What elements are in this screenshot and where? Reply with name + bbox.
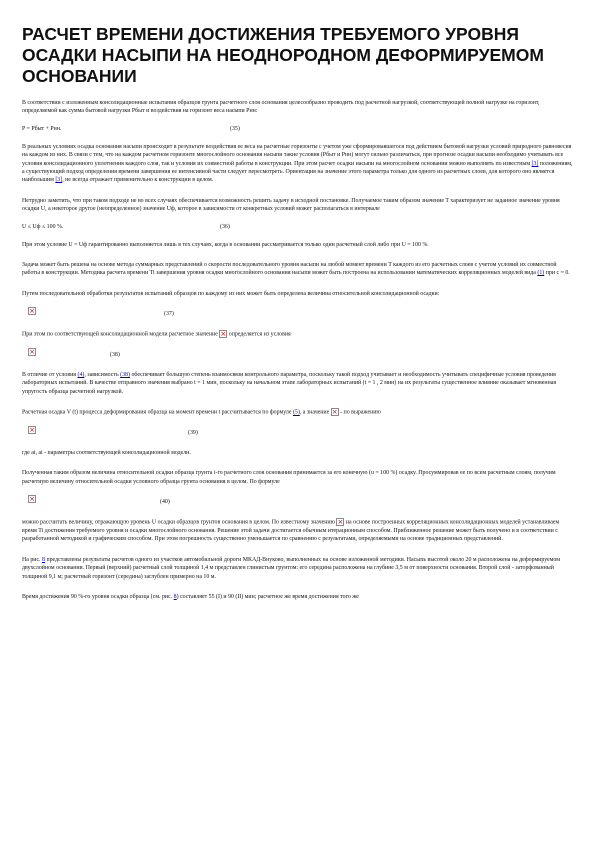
reference-link-3a[interactable]: [3] xyxy=(531,160,539,167)
paragraph-9-end: - по выражению xyxy=(340,409,381,416)
paragraph-7 xyxy=(22,330,573,339)
paragraph-10-text: где ai, ai - параметры соответствующей консолидационной модели. xyxy=(22,450,191,457)
formula-36-expression: U ≤ Uф ≤ 100 %. xyxy=(22,223,64,230)
page-title: РАСЧЕТ ВРЕМЕНИ ДОСТИЖЕНИЯ ТРЕБУЕМОГО УРОВНЯ ОСАДКИ НАСЫПИ НА НЕОДНОРОДНОМ ДЕФОРМИРУЕМОМ ОСНОВАНИИ xyxy=(22,24,544,86)
paragraph-13-end: представлены результаты расчетов одного из участков автомобильной дороги МКАД-Внуково, выполненных на основе изложенной методики. Насыпь высотой около 20 м расположена на деформируемом двухслойном основании. Первый (верхний) расчетный слой толщиной 1,4 м представлен глинистым грунтом: его середина расположена на глубине 3,5 м от поверхности основания. Второй слой - заторфованный толщиной 9,1 м; расчетный горизонт (середина) заглублен примерно на 10 м. xyxy=(22,556,560,580)
document-page xyxy=(22,24,573,601)
formula-39-number: (39) xyxy=(188,430,198,437)
formula-40-number: (40) xyxy=(160,499,170,506)
paragraph-5-end: при c = 0. xyxy=(545,270,570,277)
formula-link-5[interactable]: (5) xyxy=(292,409,300,416)
formula-37-number: (37) xyxy=(164,311,174,318)
paragraph-6 xyxy=(22,290,573,298)
figure-link-8b[interactable]: 8 xyxy=(173,594,177,601)
formula-36 xyxy=(22,223,573,232)
paragraph-3-text: Нетрудно заметить, что при таком подходе не во всех случаях обеспечивается возможность решить задачу в исходной постановке. Получаемое таким образом значение T характеризует не заданное значение уровня осадки U, а некоторое другое (неопределенное) значение Uф, которое в зависимости от конкретных условий может располагаться в интервале xyxy=(22,197,560,213)
formula-38 xyxy=(22,348,573,362)
paragraph-11-text: Полученная таким образом величина относительной осадки образца грунта i-го расчетного слоя основания принимается за его конечную (u = 100 %) осадку. Просуммировав ее по всем расчетным слоям, получим расчетную величину относительной осадки условного образца грунта основания в целом. По формуле xyxy=(22,470,556,485)
paragraph-13-text: На рис. xyxy=(22,556,41,563)
paragraph-8-end: обеспечивает большую степень взаимосвязи контрольного параметра, поскольку такой подход учитывает и необходимость учитывать специфичные условия проведения лабораторных испытаний. В качестве отправного значения выбрано t = 1 мин, поскольку на начальном этапе лабораторных испытаний (t = 1 , 2 мин) на их результаты существенное влияние оказывает мгновенная упругость образца расчетной нагрузкой. xyxy=(22,372,557,395)
formula-35-number: (35) xyxy=(230,125,240,132)
paragraph-14 xyxy=(22,593,573,601)
paragraph-8-text: В отличие от условия xyxy=(22,372,76,379)
formula-link-1[interactable]: (1) xyxy=(537,270,545,277)
paragraph-11 xyxy=(22,469,573,486)
paragraph-5 xyxy=(22,261,573,278)
paragraph-9-text: Расчетная осадка V (t) процесса деформирования образца на момент времени t рассчитывается по формуле xyxy=(22,409,292,416)
broken-image-icon xyxy=(28,307,36,315)
paragraph-10 xyxy=(22,449,573,457)
formula-35 xyxy=(22,125,573,134)
broken-image-icon xyxy=(28,495,36,503)
paragraph-12-text: можно рассчитать величину, отражающую уровень U осадки образцов грунтов основания в целом. По известному значению xyxy=(22,519,335,526)
paragraph-9 xyxy=(22,408,573,417)
paragraph-13 xyxy=(22,556,573,581)
formula-36-number: (36) xyxy=(220,223,230,230)
paragraph-2-end: , не всегда отражает применительно к конструкции в целом. xyxy=(62,177,214,184)
formula-link-4[interactable]: (4) xyxy=(77,372,85,379)
paragraph-9-middle: , а значение xyxy=(299,409,330,416)
paragraph-2 xyxy=(22,143,573,185)
paragraph-1-text: В соответствии с изложенным консолидационные испытания образцов грунта расчетного слоя основания целесообразно проводить под расчетной нагрузкой, соответствующей полной нагрузке на горизонт, определяемой как сумма бытовой нагрузки Pбыт и воздействия на горизонт веса насыпи Pнн: xyxy=(22,100,540,115)
paragraph-7-text: При этом по соответствующей консолидационной модели расчетное значение xyxy=(22,331,218,338)
figure-link-8[interactable]: 8 xyxy=(42,556,45,563)
paragraph-6-text: Путем последовательной обработки результатов испытаний образцов по каждому из них может быть определена величина относительной консолидационной осадки: xyxy=(22,290,440,297)
formula-38-number: (38) xyxy=(110,352,120,359)
broken-image-icon xyxy=(28,426,36,434)
broken-image-icon xyxy=(331,408,339,416)
broken-image-icon xyxy=(28,348,36,356)
paragraph-2-text: В реальных условиях осадка основания насыпи происходит в результате воздействия ее веса на расчетные горизонты с учетом уже сформировавшегося под действием бытовой нагрузки условий природного равновесия на каждом из них. В связи с тем, что на каждом расчетном горизонте многослойного основания насыпи такие условия (Pбыт и Pнн) могут сильно различаться, при прогнозе осадки насыпи необходимо учитывать все условия консолидационного уплотнения каждого слоя, так и условия их совместной работы в конструкции. При этом расчет осадки насыпи на многослойном основании можно выполнять по известным xyxy=(22,143,572,167)
paragraph-3 xyxy=(22,197,573,214)
paragraph-8-middle: , зависимость xyxy=(84,372,119,379)
paragraph-12-end: на основе построенных корреляционных консолидационных моделей устанавливаем время Ti достижения требуемого уровня и осадки многослойного основания. Решение этой задачи достигается обычным итерационным способом. Приближенное решение может быть получено и в соответствии с разработанной методикой и графическим способом. При этом погрешность существенно уменьшается по сравнению с результатами, определяемыми на основе традиционных представлений. xyxy=(22,519,560,543)
paragraph-5-text: Задача может быть решена на основе метода суммарных представлений о скорости последовательного уровня насыпи на любой момент времени T каждого из его расчетных слоев с учетом условий их совместной работы в конструкции. Методика расчета времени Ti завершения уровня осадки многослойного основания насыпи может быть построена на использовании математических корреляционных моделей вида xyxy=(22,262,557,277)
formula-35-expression: P = Pбыт + Pнн. xyxy=(22,125,62,132)
reference-link-3b[interactable]: [3] xyxy=(55,177,63,184)
paragraph-1 xyxy=(22,99,573,116)
paragraph-8 xyxy=(22,371,573,396)
paragraph-14-end: ) составляет 55 (I) и 90 (II) мин; расчетное же время достижения того же xyxy=(176,594,359,601)
paragraph-12 xyxy=(22,518,573,544)
formula-link-38[interactable]: (38) xyxy=(120,372,130,379)
formula-39 xyxy=(22,426,573,440)
paragraph-2-middle: положениям, а существующий подход определения времени завершения ее интенсивной части следует пересмотреть. Ориентация на значение этого параметра только для одного из расчетных слоев, для которого оно является наибольшим xyxy=(22,160,573,184)
paragraph-4-text: При этом условие U = Uф гарантированно выполняется лишь в тех случаях, когда в основании рассматривается только один расчетный слой либо при U = 100 %. xyxy=(22,241,429,248)
broken-image-icon xyxy=(219,330,227,338)
broken-image-icon xyxy=(336,518,344,526)
formula-40 xyxy=(22,495,573,509)
paragraph-4 xyxy=(22,241,573,249)
paragraph-14-text: Время достижения 90 %-го уровня осадки образца (см. рис. xyxy=(22,594,173,601)
paragraph-7-end: определяется из условия xyxy=(228,331,291,338)
formula-37 xyxy=(22,307,573,321)
